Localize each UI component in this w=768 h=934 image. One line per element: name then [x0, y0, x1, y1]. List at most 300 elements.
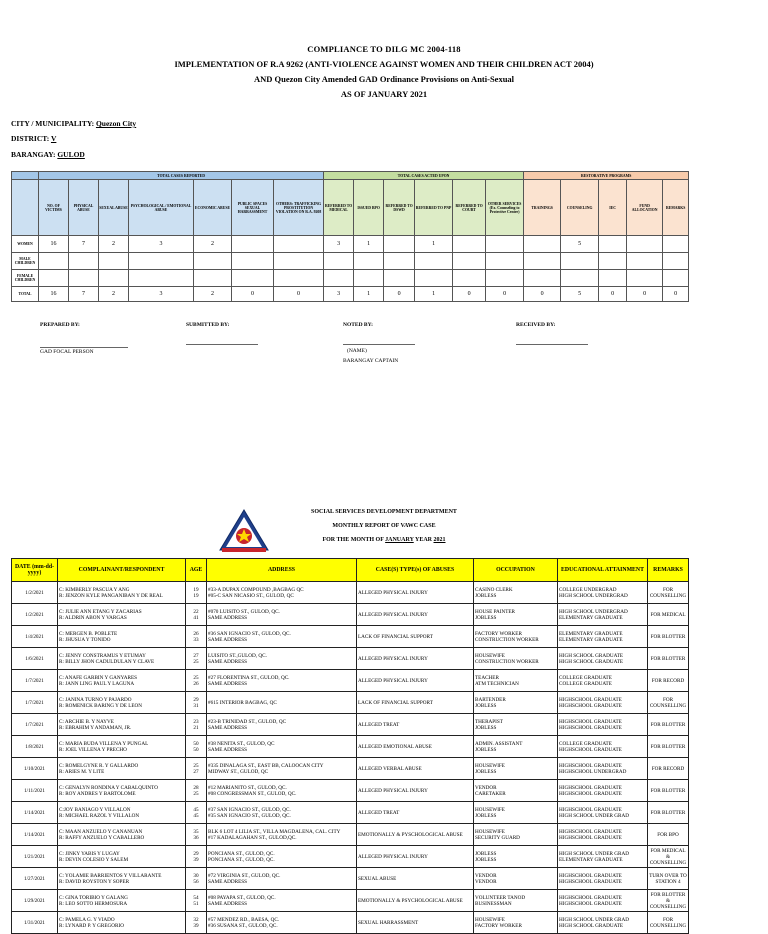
- case-address: [207, 604, 357, 626]
- city-label: CITY / MUNICIPALITY:: [11, 119, 95, 128]
- case-parties: [58, 648, 186, 670]
- respondent-occupation: ATM TECHNICIAN: [475, 680, 519, 687]
- case-remarks: FOR BLOTTER & COUNSELLING: [648, 890, 689, 912]
- case-parties: [58, 604, 186, 626]
- respondent-age: 33: [193, 636, 199, 643]
- case-date: 1/29/2021: [12, 890, 58, 912]
- case-type: LACK OF FINANCIAL SUPPORT: [357, 692, 474, 714]
- summary-cell: [486, 236, 524, 253]
- complainant-address: #08 PAYAPA ST., GULOD, QC.: [208, 894, 276, 901]
- case-address: [207, 648, 357, 670]
- header-parties: COMPLAINANT/RESPONDENT: [58, 559, 186, 582]
- summary-col-header: OTHER SERVICES (Ex. Counseling to Protective Center): [486, 180, 524, 236]
- complainant-education: HIGHSCHOOL GRADUATE: [559, 784, 622, 791]
- case-ages: [186, 670, 207, 692]
- complainant-age: 25: [193, 762, 199, 769]
- complainant-address: #57 MENDEZ RD., BAESA, QC.: [208, 916, 280, 923]
- complainant: C: JENNY CONSTRAMUS Y ETUMAY: [59, 652, 146, 659]
- header-age: AGE: [186, 559, 207, 582]
- district-field: [11, 134, 56, 143]
- summary-col-header: REMARKS: [663, 180, 689, 236]
- complainant-address: #38 NENITA ST., GULOD, QC: [208, 740, 275, 747]
- respondent-education: HIGHSCHOOL GRADUATE: [559, 702, 622, 709]
- respondent-age: 39: [193, 856, 199, 863]
- complainant-education: HIGHSCHOOL GRADUATE: [559, 872, 622, 879]
- case-address: [207, 868, 357, 890]
- summary-cell: 2: [194, 236, 232, 253]
- respondent: R: EBRAHIM Y ANDAMAN, JR.: [59, 724, 132, 731]
- case-education: [558, 758, 648, 780]
- case-ages: [186, 582, 207, 604]
- case-row: [12, 802, 689, 824]
- respondent-age: 56: [193, 878, 199, 885]
- case-row: [12, 780, 689, 802]
- case-remarks: FOR RECORD: [648, 670, 689, 692]
- header-case: CASE(S) TYPE(s) OF ABUSES: [357, 559, 474, 582]
- complainant-education: ELEMENTARY GRADUATE: [559, 630, 623, 637]
- summary-cell: [486, 253, 524, 270]
- summary-col-header: FUND ALLOCATION: [627, 180, 663, 236]
- respondent-address: #35 SAN IGNACIO ST., GULOD, QC.: [208, 812, 291, 819]
- summary-col-header: PHYSICAL ABUSE: [69, 180, 99, 236]
- complainant-occupation: HOUSEWIFE: [475, 916, 505, 923]
- respondent-address: SAME ADDRESS: [208, 724, 248, 731]
- summary-cell: [384, 270, 415, 287]
- complainant-education: HIGHSCHOOL GRADUATE: [559, 828, 622, 835]
- respondent: R: JANN LING PAUL Y LAGUNA: [59, 680, 135, 687]
- group-acted: TOTAL CASES ACTED UPON: [324, 172, 524, 180]
- complainant-occupation: CASINO CLERK: [475, 586, 513, 593]
- case-education: [558, 604, 648, 626]
- case-occupation: [474, 802, 558, 824]
- case-education: [558, 780, 648, 802]
- case-address: [207, 890, 357, 912]
- complainant-occupation: HOUSEWIFE: [475, 828, 505, 835]
- noted-role: BARANGAY CAPTAIN: [343, 358, 399, 364]
- summary-cell: 0: [524, 287, 561, 302]
- respondent-education: ELEMENTARY GRADUATE: [559, 636, 623, 643]
- vawc-cases-table: [11, 558, 689, 934]
- respondent-age: 27: [193, 768, 199, 775]
- respondent-occupation: JOBLESS: [475, 768, 497, 775]
- respondent-occupation: FACTORY WORKER: [475, 922, 522, 929]
- respondent-occupation: JOBLESS: [475, 812, 497, 819]
- group-reported: TOTAL CASES REPORTED: [39, 172, 324, 180]
- complainant-address: #37 SAN IGNACIO ST., GULOD, QC.: [208, 806, 291, 813]
- summary-cell: [232, 270, 274, 287]
- report-dept: SOCIAL SERVICES DEVELOPMENT DEPARTMENT: [311, 509, 457, 515]
- summary-col-header: REFERRED TO COURT: [453, 180, 486, 236]
- case-education: [558, 846, 648, 868]
- respondent-address: SAME ADDRESS: [208, 658, 248, 665]
- complainant-education: HIGHSCHOOL GRADUATE: [559, 696, 622, 703]
- summary-row: [12, 236, 689, 253]
- case-occupation: [474, 758, 558, 780]
- case-date: 1/7/2021: [12, 714, 58, 736]
- summary-cell: [274, 236, 324, 253]
- case-occupation: [474, 692, 558, 714]
- case-type: ALLEGED EMOTIONAL ABUSE: [357, 736, 474, 758]
- case-address: [207, 626, 357, 648]
- header-line-2: IMPLEMENTATION OF R.A 9262 (ANTI-VIOLENCE AGAINST WOMEN AND THEIR CHILDREN ACT 2004): [174, 59, 594, 69]
- case-education: [558, 582, 648, 604]
- summary-col-header: TRAININGS: [524, 180, 561, 236]
- summary-cell: [524, 270, 561, 287]
- respondent: R: JHUSUA Y TONIDO: [59, 636, 111, 643]
- complainant-occupation: THERAPIST: [475, 718, 503, 725]
- case-occupation: [474, 604, 558, 626]
- complainant: C: JANINA TURNO Y PAJARDO: [59, 696, 132, 703]
- complainant-address: #070 LUISITO ST., GULOD, QC.: [208, 608, 280, 615]
- respondent-address: #17 KADALAGAHAN ST., GULOD,QC.: [208, 834, 297, 841]
- corner-cell: [12, 172, 39, 180]
- case-occupation: [474, 670, 558, 692]
- complainant-occupation: BARTENDER: [475, 696, 506, 703]
- case-remarks: FOR BLOTTER: [648, 802, 689, 824]
- complainant-address: #12 MARIANITO ST., GULOD, QC.: [208, 784, 287, 791]
- respondent: R: DEVIN COLESIO Y SALEM: [59, 856, 129, 863]
- complainant-occupation: HOUSEWIFE: [475, 806, 505, 813]
- complainant-address: PONCIANA ST., GULOD, QC.: [208, 850, 275, 857]
- case-ages: [186, 648, 207, 670]
- case-type: ALLEGED PHYSICAL INJURY: [357, 670, 474, 692]
- case-education: [558, 736, 648, 758]
- respondent-occupation: JOBLESS: [475, 592, 497, 599]
- respondent-age: 41: [193, 614, 199, 621]
- complainant: C: ARCHIE B. Y NAYVE: [59, 718, 114, 725]
- received-by-label: RECEIVED BY:: [516, 322, 556, 328]
- complainant-age: 29: [193, 696, 199, 703]
- respondent-education: HIGH SCHOOL GRADUATE: [559, 922, 624, 929]
- summary-cell: 0: [453, 287, 486, 302]
- header-address: ADDRESS: [207, 559, 357, 582]
- respondent: R: LEO SOTTO HERMOSURA: [59, 900, 128, 907]
- summary-cell: [274, 253, 324, 270]
- case-occupation: [474, 626, 558, 648]
- case-row: [12, 868, 689, 890]
- respondent-occupation: VENDOR: [475, 878, 497, 885]
- case-parties: [58, 780, 186, 802]
- case-occupation: [474, 582, 558, 604]
- summary-cell: [627, 253, 663, 270]
- complainant-age: 29: [193, 850, 199, 857]
- complainant-education: COLLEGE UNDERGRAD: [559, 586, 617, 593]
- case-occupation: [474, 912, 558, 934]
- summary-table: [11, 171, 689, 302]
- case-address: [207, 802, 357, 824]
- respondent-address: MIDWAY ST., GULOD, QC: [208, 768, 269, 775]
- respondent-age: 26: [193, 680, 199, 687]
- summary-cell: [194, 253, 232, 270]
- header-line-1: COMPLIANCE TO DILG MC 2004-118: [307, 44, 461, 54]
- summary-cell: [354, 270, 384, 287]
- summary-cell: [663, 253, 689, 270]
- header-line-3: AND Quezon City Amended GAD Ordinance Provisions on Anti-Sexual: [253, 74, 515, 84]
- case-parties: [58, 736, 186, 758]
- case-ages: [186, 824, 207, 846]
- case-type: SEXUAL ABUSE: [357, 868, 474, 890]
- summary-cell: [384, 253, 415, 270]
- district-label: DISTRICT:: [11, 134, 50, 143]
- report-period: [0, 537, 768, 543]
- summary-column-headers: [12, 180, 689, 236]
- complainant: C: MARIA BUDA VILLENA Y PUNGAL: [59, 740, 149, 747]
- case-parties: [58, 692, 186, 714]
- case-date: 1/7/2021: [12, 692, 58, 714]
- complainant-age: 45: [193, 806, 199, 813]
- case-type: ALLEGED VERBAL ABUSE: [357, 758, 474, 780]
- summary-col-header: PUBLIC SPACES SEXUAL HARRASSMENT: [232, 180, 274, 236]
- summary-cell: 3: [324, 236, 354, 253]
- case-remarks: FOR BLOTTER: [648, 714, 689, 736]
- complainant: C: MERGEN B. POBLETE: [59, 630, 118, 637]
- respondent-education: HIGH SCHOOL UNDER GRAD: [559, 812, 629, 819]
- prepared-role: GAD FOCAL PERSON: [40, 349, 94, 355]
- case-education: [558, 626, 648, 648]
- summary-cell: 0: [486, 287, 524, 302]
- summary-cell: [599, 236, 627, 253]
- case-remarks: FOR COUNSELLING: [648, 912, 689, 934]
- summary-col-header: IEC: [599, 180, 627, 236]
- case-remarks: FOR RECORD: [648, 758, 689, 780]
- case-date: 1/14/2021: [12, 802, 58, 824]
- case-ages: [186, 714, 207, 736]
- complainant-age: 27: [193, 652, 199, 659]
- respondent-age: 36: [193, 834, 199, 841]
- respondent-education: HIGH SCHOOL GRADUATE: [559, 658, 624, 665]
- case-type: LACK OF FINANCIAL SUPPORT: [357, 626, 474, 648]
- respondent-education: ELEMENTARY GRADUATE: [559, 856, 623, 863]
- month-value: JANUARY: [385, 537, 414, 543]
- complainant: C: ANAFE GARBIN Y GANYARES: [59, 674, 138, 681]
- complainant-address: LUISITO ST.,GULOD, QC.: [208, 652, 267, 659]
- case-type: ALLEGED PHYSICAL INJURY: [357, 604, 474, 626]
- case-parties: [58, 912, 186, 934]
- complainant-occupation: HOUSEWIFE: [475, 652, 505, 659]
- complainant-occupation: ADMIN. ASSISTANT: [475, 740, 523, 747]
- complainant-address: #36 SAN IGNACIO ST., GULOD, QC.: [208, 630, 291, 637]
- respondent-address: SAME ADDRESS: [208, 900, 248, 907]
- respondent-education: HIGHSCHOOL GRADUATE: [559, 834, 622, 841]
- summary-cell: [99, 253, 129, 270]
- respondent-address: PONCIANA ST., GULOD, QC.: [208, 856, 275, 863]
- respondent-address: #05-C SAN NICASIO ST., GULOD, QC: [208, 592, 294, 599]
- summary-cell: [599, 253, 627, 270]
- complainant-address: #33-A DUPAX COMPOUND ,BAGBAG QC: [208, 586, 304, 593]
- case-address: [207, 780, 357, 802]
- case-type: ALLEGED PHYSICAL INJURY: [357, 648, 474, 670]
- summary-row-label: MALE CHILDREN: [12, 253, 39, 270]
- summary-cell: [129, 253, 194, 270]
- summary-cell: 0: [663, 287, 689, 302]
- summary-row: [12, 253, 689, 270]
- complainant-address: #23-B TRINIDAD ST., GULOD, QC: [208, 718, 287, 725]
- complainant-address: #72 VIRGINIA ST., GULOD, QC.: [208, 872, 281, 879]
- case-address: [207, 758, 357, 780]
- case-date: 1/4/2021: [12, 626, 58, 648]
- case-parties: [58, 846, 186, 868]
- complainant-age: 25: [193, 674, 199, 681]
- complainant-education: HIGH SCHOOL UNDER GRAD: [559, 916, 629, 923]
- respondent-age: 21: [193, 724, 199, 731]
- case-ages: [186, 780, 207, 802]
- barangay-field: [11, 150, 85, 159]
- case-type: EMOTIONALLY & PYSCHOLOGICAL ABUSE: [357, 824, 474, 846]
- case-address: [207, 912, 357, 934]
- submitted-by-label: SUBMITTED BY:: [186, 322, 230, 328]
- respondent-address: SAME ADDRESS: [208, 680, 248, 687]
- summary-cell: 3: [129, 236, 194, 253]
- submitted-signature-line: [186, 344, 258, 345]
- case-row: [12, 604, 689, 626]
- respondent: R: MICHAEL RAZOL Y VILLALON: [59, 812, 140, 819]
- case-remarks: FOR MEDICAL: [648, 604, 689, 626]
- case-date: 1/21/2021: [12, 846, 58, 868]
- case-occupation: [474, 868, 558, 890]
- complainant-age: 30: [193, 872, 199, 879]
- case-education: [558, 648, 648, 670]
- case-row: [12, 758, 689, 780]
- case-row: [12, 912, 689, 934]
- summary-cell: [415, 253, 453, 270]
- case-date: 1/8/2021: [12, 736, 58, 758]
- respondent-age: 19: [193, 592, 199, 599]
- case-parties: [58, 714, 186, 736]
- respondent-education: HIGHSCHOOL GRADUATE: [559, 746, 622, 753]
- case-remarks: FOR MEDICAL & COUNSELLING: [648, 846, 689, 868]
- row-label-header: [12, 180, 39, 236]
- respondent-education: HIGHSCHOOL GRADUATE: [559, 878, 622, 885]
- case-occupation: [474, 890, 558, 912]
- summary-col-header: OTHERS: TRAFFICKING PROSTITUTION VIOLATION ON R.A. 9208: [274, 180, 324, 236]
- case-education: [558, 714, 648, 736]
- summary-cell: [524, 253, 561, 270]
- case-row: [12, 890, 689, 912]
- case-parties: [58, 824, 186, 846]
- respondent-address: SAME ADDRESS: [208, 636, 248, 643]
- summary-body: [12, 236, 689, 302]
- summary-cell: 3: [129, 287, 194, 302]
- summary-row: [12, 270, 689, 287]
- complainant-education: HIGHSCHOOL GRADUATE: [559, 894, 622, 901]
- complainant-age: 28: [193, 784, 199, 791]
- complainant-age: 23: [193, 718, 199, 725]
- complainant: C: YOLAMIE BARRIENTOS Y VILLARANTE: [59, 872, 162, 879]
- case-address: [207, 714, 357, 736]
- respondent-education: HIGHSCHOOL GRADUATE: [559, 900, 622, 907]
- respondent: R: ROMENICK BARING Y DE LEON: [59, 702, 143, 709]
- summary-cell: [99, 270, 129, 287]
- respondent-occupation: JOBLESS: [475, 702, 497, 709]
- summary-cell: 5: [561, 287, 599, 302]
- year-value: 2021: [433, 537, 446, 543]
- case-ages: [186, 692, 207, 714]
- summary-cell: [453, 236, 486, 253]
- complainant-occupation: TEACHER: [475, 674, 499, 681]
- complainant-age: 50: [193, 740, 199, 747]
- summary-cell: 2: [99, 287, 129, 302]
- header-date: DATE (mm-dd-yyyy): [12, 559, 58, 582]
- respondent-age: 39: [193, 922, 199, 929]
- summary-cell: [453, 253, 486, 270]
- city-field: [11, 119, 136, 128]
- respondent-age: 51: [193, 900, 199, 907]
- complainant-education: HIGH SCHOOL UNDERGRAD: [559, 608, 628, 615]
- complainant: C: JINKY YABIS Y LUGAY: [59, 850, 120, 857]
- case-date: 1/10/2021: [12, 758, 58, 780]
- case-ages: [186, 912, 207, 934]
- summary-col-header: SEXUAL ABUSE: [99, 180, 129, 236]
- respondent-occupation: JOBLESS: [475, 724, 497, 731]
- respondent-occupation: JOBLESS: [475, 746, 497, 753]
- header-line-4: AS OF JANUARY 2021: [340, 89, 428, 99]
- complainant-education: HIGHSCHOOL GRADUATE: [559, 762, 622, 769]
- case-row: [12, 692, 689, 714]
- case-type: ALLEGED PHYSICAL INJURY: [357, 780, 474, 802]
- barangay-value: GULOD: [57, 150, 85, 159]
- complainant-education: COLLEGE GRADUATE: [559, 674, 612, 681]
- case-address: [207, 582, 357, 604]
- group-restorative: RESTORATIVE PROGRAMS: [524, 172, 689, 180]
- complainant-age: 32: [193, 916, 199, 923]
- year-prefix: YEAR: [415, 537, 433, 543]
- summary-col-header: ISSUED BPO: [354, 180, 384, 236]
- summary-col-header: COUNSELING: [561, 180, 599, 236]
- case-parties: [58, 802, 186, 824]
- case-date: 1/27/2021: [12, 868, 58, 890]
- respondent-occupation: CONSTRUCTION WORKER: [475, 636, 539, 643]
- respondent: R: ALDRIN ABON Y VARGAS: [59, 614, 127, 621]
- case-occupation: [474, 648, 558, 670]
- case-education: [558, 912, 648, 934]
- complainant-occupation: HOUSE PAINTER: [475, 608, 516, 615]
- complainant: C: KIMBERLY PASCUA Y ANG: [59, 586, 130, 593]
- complainant: C: ROMELGYNE R. Y GALLARDO: [59, 762, 139, 769]
- case-type: ALLEGED TREAT: [357, 714, 474, 736]
- summary-cell: [274, 270, 324, 287]
- case-date: 1/14/2021: [12, 824, 58, 846]
- summary-cell: [69, 270, 99, 287]
- summary-cell: [627, 270, 663, 287]
- summary-cell: [663, 236, 689, 253]
- respondent-address: #36 SUSANA ST., GULOD, QC.: [208, 922, 278, 929]
- summary-cell: [453, 270, 486, 287]
- summary-col-header: NO. OF VICTIMS: [39, 180, 69, 236]
- summary-cell: 16: [39, 236, 69, 253]
- case-education: [558, 670, 648, 692]
- city-value: Quezon City: [95, 119, 137, 128]
- case-type: ALLEGED TREAT: [357, 802, 474, 824]
- summary-cell: [599, 270, 627, 287]
- summary-cell: [39, 270, 69, 287]
- complainant: C: GINA TORIBIO Y GALANG: [59, 894, 128, 901]
- case-type: SEXUAL HARRASSMENT: [357, 912, 474, 934]
- district-value: V: [50, 134, 57, 143]
- summary-col-header: REFERRED TO PNP: [415, 180, 453, 236]
- summary-cell: [39, 253, 69, 270]
- cases-body: [12, 582, 689, 934]
- respondent: R: LYNARD P. Y GREGORIO: [59, 922, 124, 929]
- complainant-address: #27 FLORENTINA ST., GULOD, QC.: [208, 674, 290, 681]
- case-remarks: FOR BLOTTER: [648, 736, 689, 758]
- case-ages: [186, 868, 207, 890]
- case-education: [558, 824, 648, 846]
- case-type: ALLEGED PHYSICAL INJURY: [357, 582, 474, 604]
- respondent-age: 50: [193, 746, 199, 753]
- case-date: 1/31/2021: [12, 912, 58, 934]
- complainant: C: MAAN ANZUELO Y CANANUAN: [59, 828, 143, 835]
- respondent-age: 25: [193, 790, 199, 797]
